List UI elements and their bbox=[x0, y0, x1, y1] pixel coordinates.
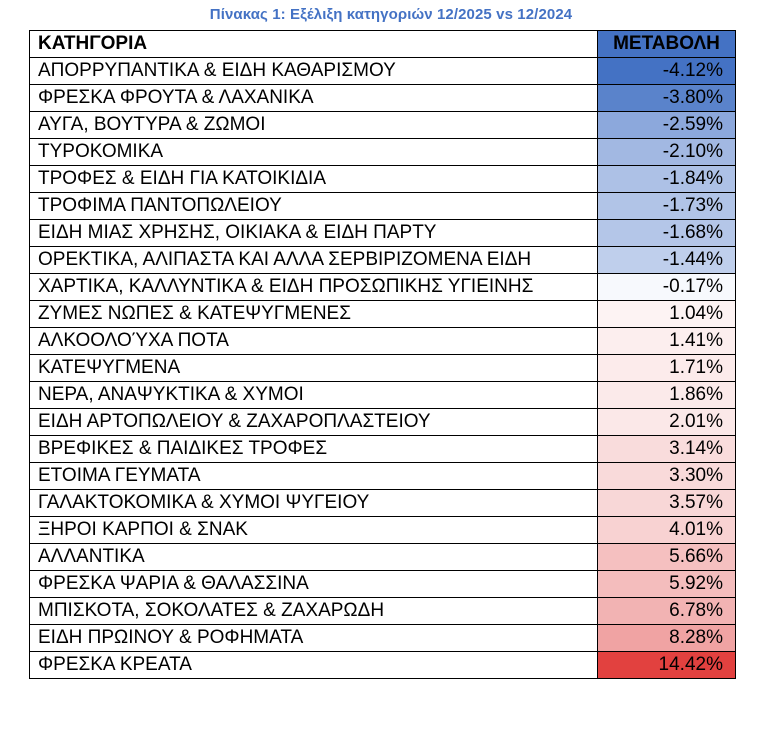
category-cell: ΜΠΙΣΚΟΤΑ, ΣΟΚΟΛΑΤΕΣ & ΖΑΧΑΡΩΔΗ bbox=[30, 598, 598, 625]
change-cell: 1.71% bbox=[598, 355, 736, 382]
table-row bbox=[30, 139, 736, 166]
change-cell: -1.84% bbox=[598, 166, 736, 193]
category-cell: ΟΡΕΚΤΙΚΑ, ΑΛΙΠΑΣΤΑ ΚΑΙ ΑΛΛΑ ΣΕΡΒΙΡΙΖΟΜΕΝΑ ΕΙΔΗ bbox=[30, 247, 598, 274]
category-cell: ΕΤΟΙΜΑ ΓΕΥΜΑΤΑ bbox=[30, 463, 598, 490]
change-cell: 3.14% bbox=[598, 436, 736, 463]
table-row bbox=[30, 625, 736, 652]
change-cell: 3.57% bbox=[598, 490, 736, 517]
category-cell: ΕΙΔΗ ΠΡΩΙΝΟΥ & ΡΟΦΗΜΑΤΑ bbox=[30, 625, 598, 652]
category-cell: ΤΡΟΦΙΜΑ ΠΑΝΤΟΠΩΛΕΙΟΥ bbox=[30, 193, 598, 220]
change-cell: -2.59% bbox=[598, 112, 736, 139]
change-cell: 1.86% bbox=[598, 382, 736, 409]
category-cell: ΦΡΕΣΚΑ ΦΡΟΥΤΑ & ΛΑΧΑΝΙΚΑ bbox=[30, 85, 598, 112]
category-cell: ΕΙΔΗ ΑΡΤΟΠΩΛΕΙΟΥ & ΖΑΧΑΡΟΠΛΑΣΤΕΙΟΥ bbox=[30, 409, 598, 436]
change-cell: -3.80% bbox=[598, 85, 736, 112]
category-cell: ΒΡΕΦΙΚΕΣ & ΠΑΙΔΙΚΕΣ ΤΡΟΦΕΣ bbox=[30, 436, 598, 463]
category-cell: ΚΑΤΕΨΥΓΜΕΝΑ bbox=[30, 355, 598, 382]
category-cell: ΦΡΕΣΚΑ ΨΑΡΙΑ & ΘΑΛΑΣΣΙΝΑ bbox=[30, 571, 598, 598]
change-cell: 5.66% bbox=[598, 544, 736, 571]
change-cell: 3.30% bbox=[598, 463, 736, 490]
table-row bbox=[30, 112, 736, 139]
change-cell: 2.01% bbox=[598, 409, 736, 436]
table-caption: Πίνακας 1: Εξέλιξη κατηγοριών 12/2025 vs 12/2024 bbox=[209, 6, 573, 23]
table-row bbox=[30, 220, 736, 247]
change-cell: -1.44% bbox=[598, 247, 736, 274]
table-row bbox=[30, 166, 736, 193]
table-row bbox=[30, 274, 736, 301]
category-cell: ΑΛΚΟΟΛΟΎΧΑ ΠΟΤΑ bbox=[30, 328, 598, 355]
table-row bbox=[30, 463, 736, 490]
table-row bbox=[30, 598, 736, 625]
change-cell: 1.41% bbox=[598, 328, 736, 355]
category-cell: ΑΥΓΑ, ΒΟΥΤΥΡΑ & ΖΩΜΟΙ bbox=[30, 112, 598, 139]
change-cell: -1.68% bbox=[598, 220, 736, 247]
change-cell: 8.28% bbox=[598, 625, 736, 652]
category-cell: ΧΑΡΤΙΚΑ, ΚΑΛΛΥΝΤΙΚΑ & ΕΙΔΗ ΠΡΟΣΩΠΙΚΗΣ ΥΓΙΕΙΝΗΣ bbox=[30, 274, 598, 301]
change-cell: 5.92% bbox=[598, 571, 736, 598]
table-row bbox=[30, 544, 736, 571]
change-cell: -1.73% bbox=[598, 193, 736, 220]
table-body bbox=[30, 58, 736, 679]
table-row bbox=[30, 247, 736, 274]
category-cell: ΕΙΔΗ ΜΙΑΣ ΧΡΗΣΗΣ, ΟΙΚΙΑΚΑ & ΕΙΔΗ ΠΑΡΤΥ bbox=[30, 220, 598, 247]
header-row bbox=[30, 31, 736, 58]
table-row bbox=[30, 436, 736, 463]
table-row bbox=[30, 571, 736, 598]
change-cell: 4.01% bbox=[598, 517, 736, 544]
category-cell: ΑΠΟΡΡΥΠΑΝΤΙΚΑ & ΕΙΔΗ ΚΑΘΑΡΙΣΜΟΥ bbox=[30, 58, 598, 85]
table-row bbox=[30, 301, 736, 328]
change-cell: 1.04% bbox=[598, 301, 736, 328]
table-row bbox=[30, 490, 736, 517]
table-row bbox=[30, 85, 736, 112]
category-cell: ΤΡΟΦΕΣ & ΕΙΔΗ ΓΙΑ ΚΑΤΟΙΚΙΔΙΑ bbox=[30, 166, 598, 193]
change-cell: -2.10% bbox=[598, 139, 736, 166]
change-cell: 6.78% bbox=[598, 598, 736, 625]
category-change-table bbox=[29, 30, 736, 679]
category-cell: ΑΛΛΑΝΤΙΚΑ bbox=[30, 544, 598, 571]
table-row bbox=[30, 193, 736, 220]
header-category: ΚΑΤΗΓΟΡΙΑ bbox=[30, 31, 598, 58]
category-cell: ΖΥΜΕΣ ΝΩΠΕΣ & ΚΑΤΕΨΥΓΜΕΝΕΣ bbox=[30, 301, 598, 328]
table-row bbox=[30, 328, 736, 355]
header-change: ΜΕΤΑΒΟΛΗ bbox=[598, 31, 736, 58]
table-row bbox=[30, 382, 736, 409]
category-cell: ΞΗΡΟΙ ΚΑΡΠΟΙ & ΣΝΑΚ bbox=[30, 517, 598, 544]
change-cell: 14.42% bbox=[598, 652, 736, 679]
category-cell: ΓΑΛΑΚΤΟΚΟΜΙΚΑ & ΧΥΜΟΙ ΨΥΓΕΙΟΥ bbox=[30, 490, 598, 517]
category-cell: ΦΡΕΣΚΑ ΚΡΕΑΤΑ bbox=[30, 652, 598, 679]
table-row bbox=[30, 409, 736, 436]
table-row bbox=[30, 58, 736, 85]
table-row bbox=[30, 652, 736, 679]
change-cell: -0.17% bbox=[598, 274, 736, 301]
change-cell: -4.12% bbox=[598, 58, 736, 85]
table-row bbox=[30, 355, 736, 382]
table-row bbox=[30, 517, 736, 544]
category-cell: ΝΕΡΑ, ΑΝΑΨΥΚΤΙΚΑ & ΧΥΜΟΙ bbox=[30, 382, 598, 409]
category-cell: ΤΥΡΟΚΟΜΙΚΑ bbox=[30, 139, 598, 166]
